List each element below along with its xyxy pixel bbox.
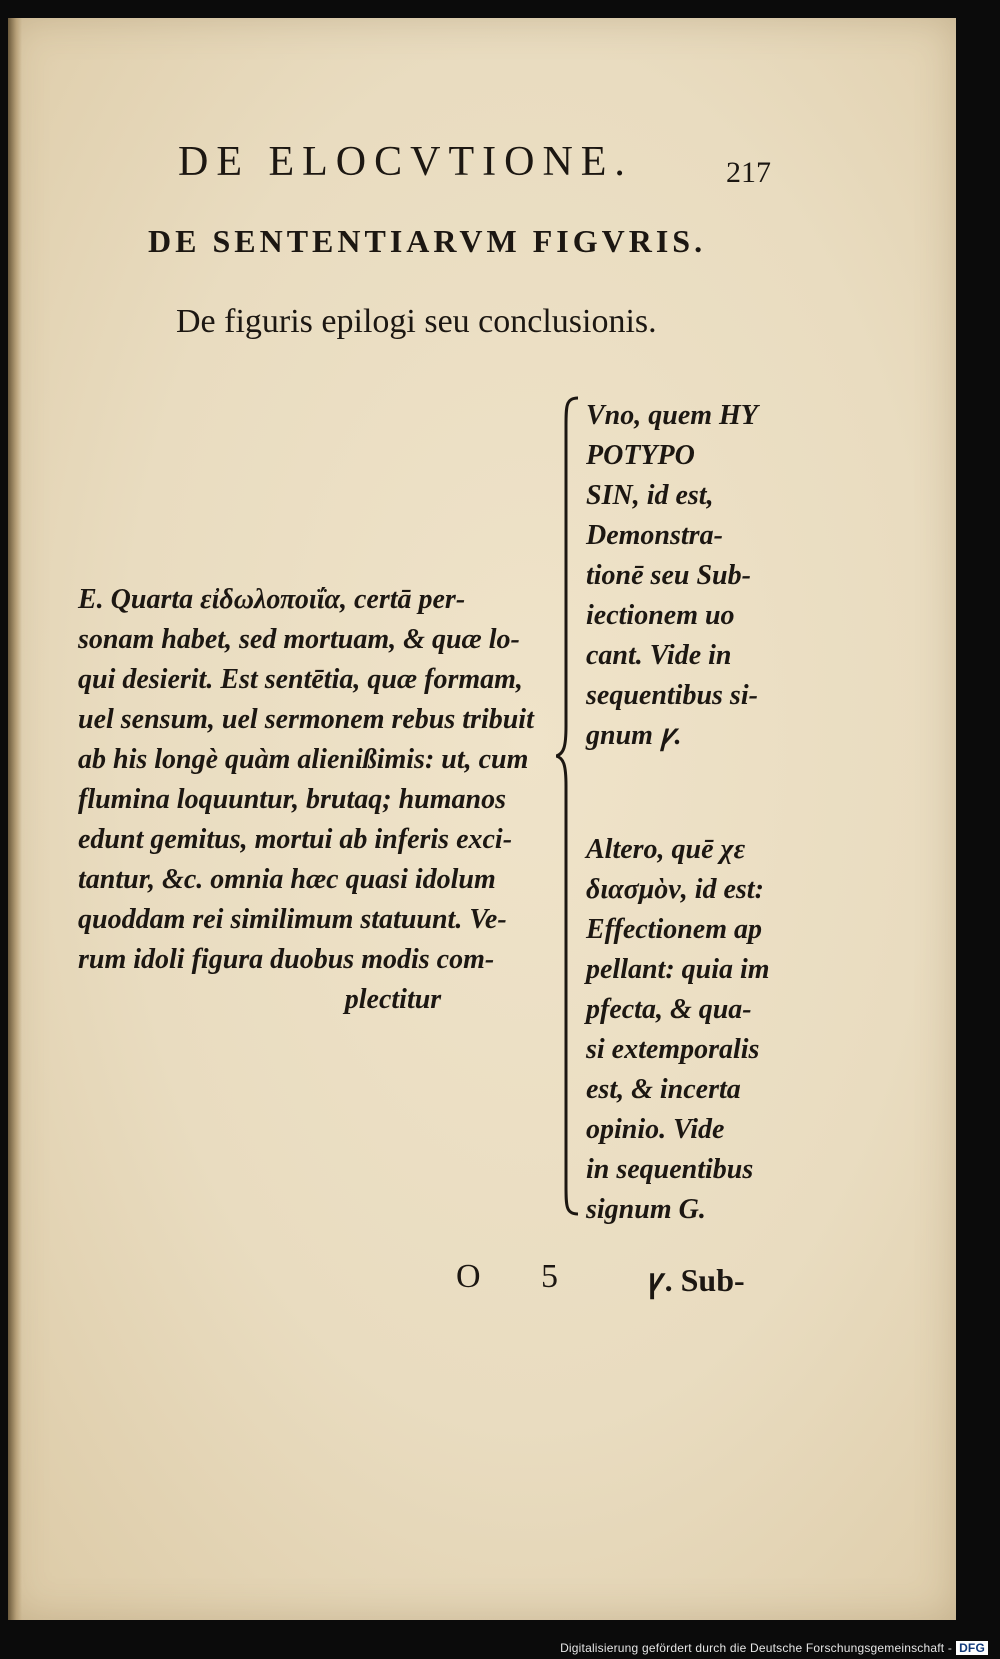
text-line: Altero, quē χε (586, 834, 746, 865)
text-line: E. Quarta εἰδωλοποιΐα, certā per- (78, 584, 466, 615)
text-line: pellant: quia im (586, 954, 770, 985)
digitization-credit (560, 1641, 988, 1655)
text-line: tionē seu Sub- (586, 560, 751, 591)
text-line: qui desierit. Est sentētia, quæ formam, (78, 664, 523, 695)
text-line: plectitur (344, 984, 442, 1015)
catchword: ꝩ. Sub- (648, 1262, 745, 1298)
text-line: διασμὸν, id est: (586, 874, 764, 905)
curly-brace (556, 396, 586, 1216)
page-number: 217 (726, 156, 771, 189)
text-line: uel sensum, uel sermonem rebus tribuit (78, 704, 534, 735)
text-line: est, & incerta (586, 1074, 741, 1105)
book-page (8, 18, 956, 1620)
subtitle: De figuris epilogi seu conclusionis. (176, 303, 657, 340)
text-line: Demonstra- (586, 520, 723, 551)
text-line: SIN, id est, (586, 480, 714, 511)
text-line: tantur, &c. omnia hæc quasi idolum (78, 864, 496, 895)
text-line: opinio. Vide (586, 1114, 725, 1145)
credit-text: Digitalisierung gefördert durch die Deutsche Forschungsgemeinschaft - (560, 1641, 953, 1655)
text-line: ab his longè quàm alienißimis: ut, cum (78, 744, 529, 775)
text-line: sequentibus si- (586, 680, 758, 711)
text-line: gnum ꝩ. (586, 720, 682, 751)
text-line: iectionem uo (586, 600, 735, 631)
running-head: DE ELOCVTIONE. (178, 139, 633, 185)
right-column-lower (586, 830, 786, 1230)
text-line: cant. Vide in (586, 640, 732, 671)
text-line: in sequentibus (586, 1154, 754, 1185)
text-line: edunt gemitus, mortui ab inferis exci- (78, 824, 513, 855)
text-line: flumina loquuntur, brutaq; humanos (78, 784, 506, 815)
right-column-upper (586, 396, 786, 756)
text-line: quoddam rei similimum statuunt. Ve- (78, 904, 507, 935)
signature-mark: O 5 (456, 1258, 585, 1295)
text-line: Vno, quem HY (586, 400, 758, 431)
text-line: sonam habet, sed mortuam, & quæ lo- (78, 624, 520, 655)
binding-edge (8, 18, 22, 1620)
text-line: rum idoli figura duobus modis com- (78, 944, 495, 975)
text-line: signum G. (586, 1194, 706, 1225)
text-line: si extemporalis (586, 1034, 760, 1065)
dfg-logo: DFG (956, 1641, 988, 1655)
left-column (78, 580, 548, 1020)
section-title: DE SENTENTIARVM FIGVRIS. (148, 223, 707, 259)
text-line: POTYPO (586, 440, 695, 471)
text-line: pfecta, & qua- (586, 994, 752, 1025)
text-line: Effectionem ap (586, 914, 763, 945)
